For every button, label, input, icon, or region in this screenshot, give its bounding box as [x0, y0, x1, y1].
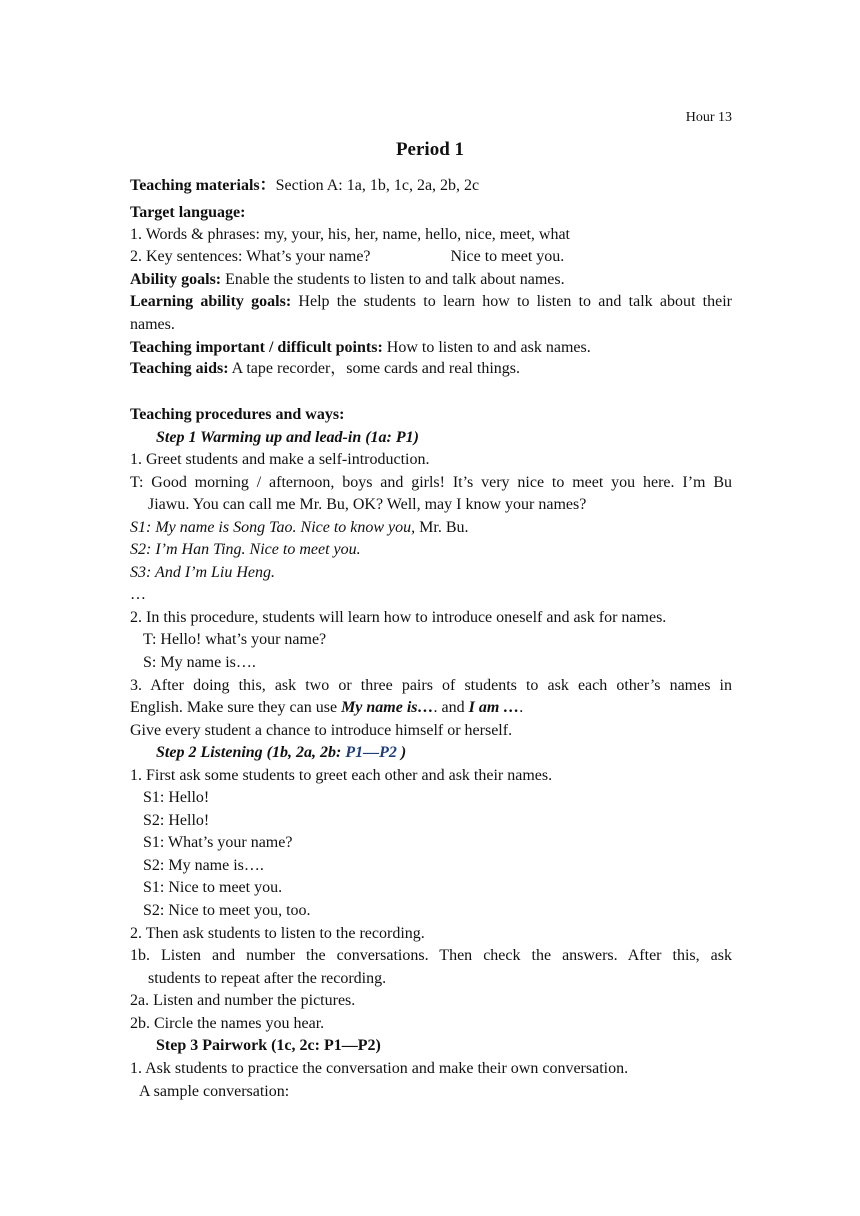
teaching-materials: Teaching materials：Section A: 1a, 1b, 1c, 2a, 2b, 2c	[130, 177, 480, 194]
step2-line-2: 2. Then ask students to listen to the recording.	[130, 925, 425, 942]
procedures-heading: Teaching procedures and ways:	[130, 406, 345, 423]
step1-line-2: T: Good morning / afternoon, boys and girls! It’s very nice to meet you here. I’m Bu	[130, 474, 732, 491]
step1-line-6: English. Make sure they can use My name is…. and I am ….	[130, 699, 524, 716]
step1-ellipsis: …	[130, 586, 146, 603]
step2-line-3: 1b. Listen and number the conversations. Then check the answers. After this, ask	[130, 947, 732, 964]
step1-s1: S1: My name is Song Tao. Nice to know you, Mr. Bu.	[130, 519, 469, 536]
step1-line-3: Jiawu. You can call me Mr. Bu, OK? Well, may I know your names?	[148, 496, 587, 513]
dialog-line: S2: Nice to meet you, too.	[143, 902, 311, 919]
step1-line-7: Give every student a chance to introduce himself or herself.	[130, 722, 513, 739]
ability-goals: Ability goals: Enable the students to listen to and talk about names.	[130, 271, 565, 288]
step1-s2: S2: I’m Han Ting. Nice to meet you.	[130, 541, 361, 558]
teaching-aids: Teaching aids: A tape recorder，some cards and real things.	[130, 360, 521, 377]
step2-line-6: 2b. Circle the names you hear.	[130, 1015, 325, 1032]
learning-ability-goals: Learning ability goals: Help the students to learn how to listen to and talk about their	[130, 293, 732, 310]
step2-line-5: 2a. Listen and number the pictures.	[130, 992, 356, 1009]
dialog-line: S1: What’s your name?	[143, 834, 293, 851]
step1-title: Step 1 Warming up and lead-in (1a: P1)	[156, 429, 419, 446]
words-phrases: 1. Words & phrases: my, your, his, her, name, hello, nice, meet, what	[130, 226, 570, 243]
step1-line-1: 1. Greet students and make a self-introduction.	[130, 451, 430, 468]
target-language-label: Target language:	[130, 204, 246, 221]
step1-s3: S3: And I’m Liu Heng.	[130, 564, 276, 581]
dialog-line: S2: Hello!	[143, 812, 210, 829]
dialog-line: S1: Hello!	[143, 789, 210, 806]
dialog-line: S1: Nice to meet you.	[143, 879, 283, 896]
key-sentences: 2. Key sentences: What’s your name? Nice to meet you.	[130, 248, 565, 265]
step2-line-1: 1. First ask some students to greet each other and ask their names.	[130, 767, 553, 784]
step2-title: Step 2 Listening (1b, 2a, 2b: P1—P2 )	[156, 744, 407, 761]
step3-title: Step 3 Pairwork (1c, 2c: P1—P2)	[156, 1037, 381, 1054]
step1-student-line: S: My name is….	[143, 654, 256, 671]
hour-header: Hour 13	[685, 110, 732, 125]
step3-line-2: A sample conversation:	[139, 1083, 290, 1100]
step1-line-4: 2. In this procedure, students will learn how to introduce oneself and ask for names.	[130, 609, 667, 626]
learning-ability-goals-cont: names.	[130, 316, 175, 333]
step1-teacher-line: T: Hello! what’s your name?	[143, 631, 327, 648]
step1-line-5: 3. After doing this, ask two or three pairs of students to ask each other’s names in	[130, 677, 732, 694]
dialog-line: S2: My name is….	[143, 857, 264, 874]
important-points: Teaching important / difficult points: How to listen to and ask names.	[130, 339, 591, 356]
page-title: Period 1	[395, 139, 465, 160]
step2-line-4: students to repeat after the recording.	[148, 970, 387, 987]
step3-line-1: 1. Ask students to practice the conversation and make their own conversation.	[130, 1060, 629, 1077]
